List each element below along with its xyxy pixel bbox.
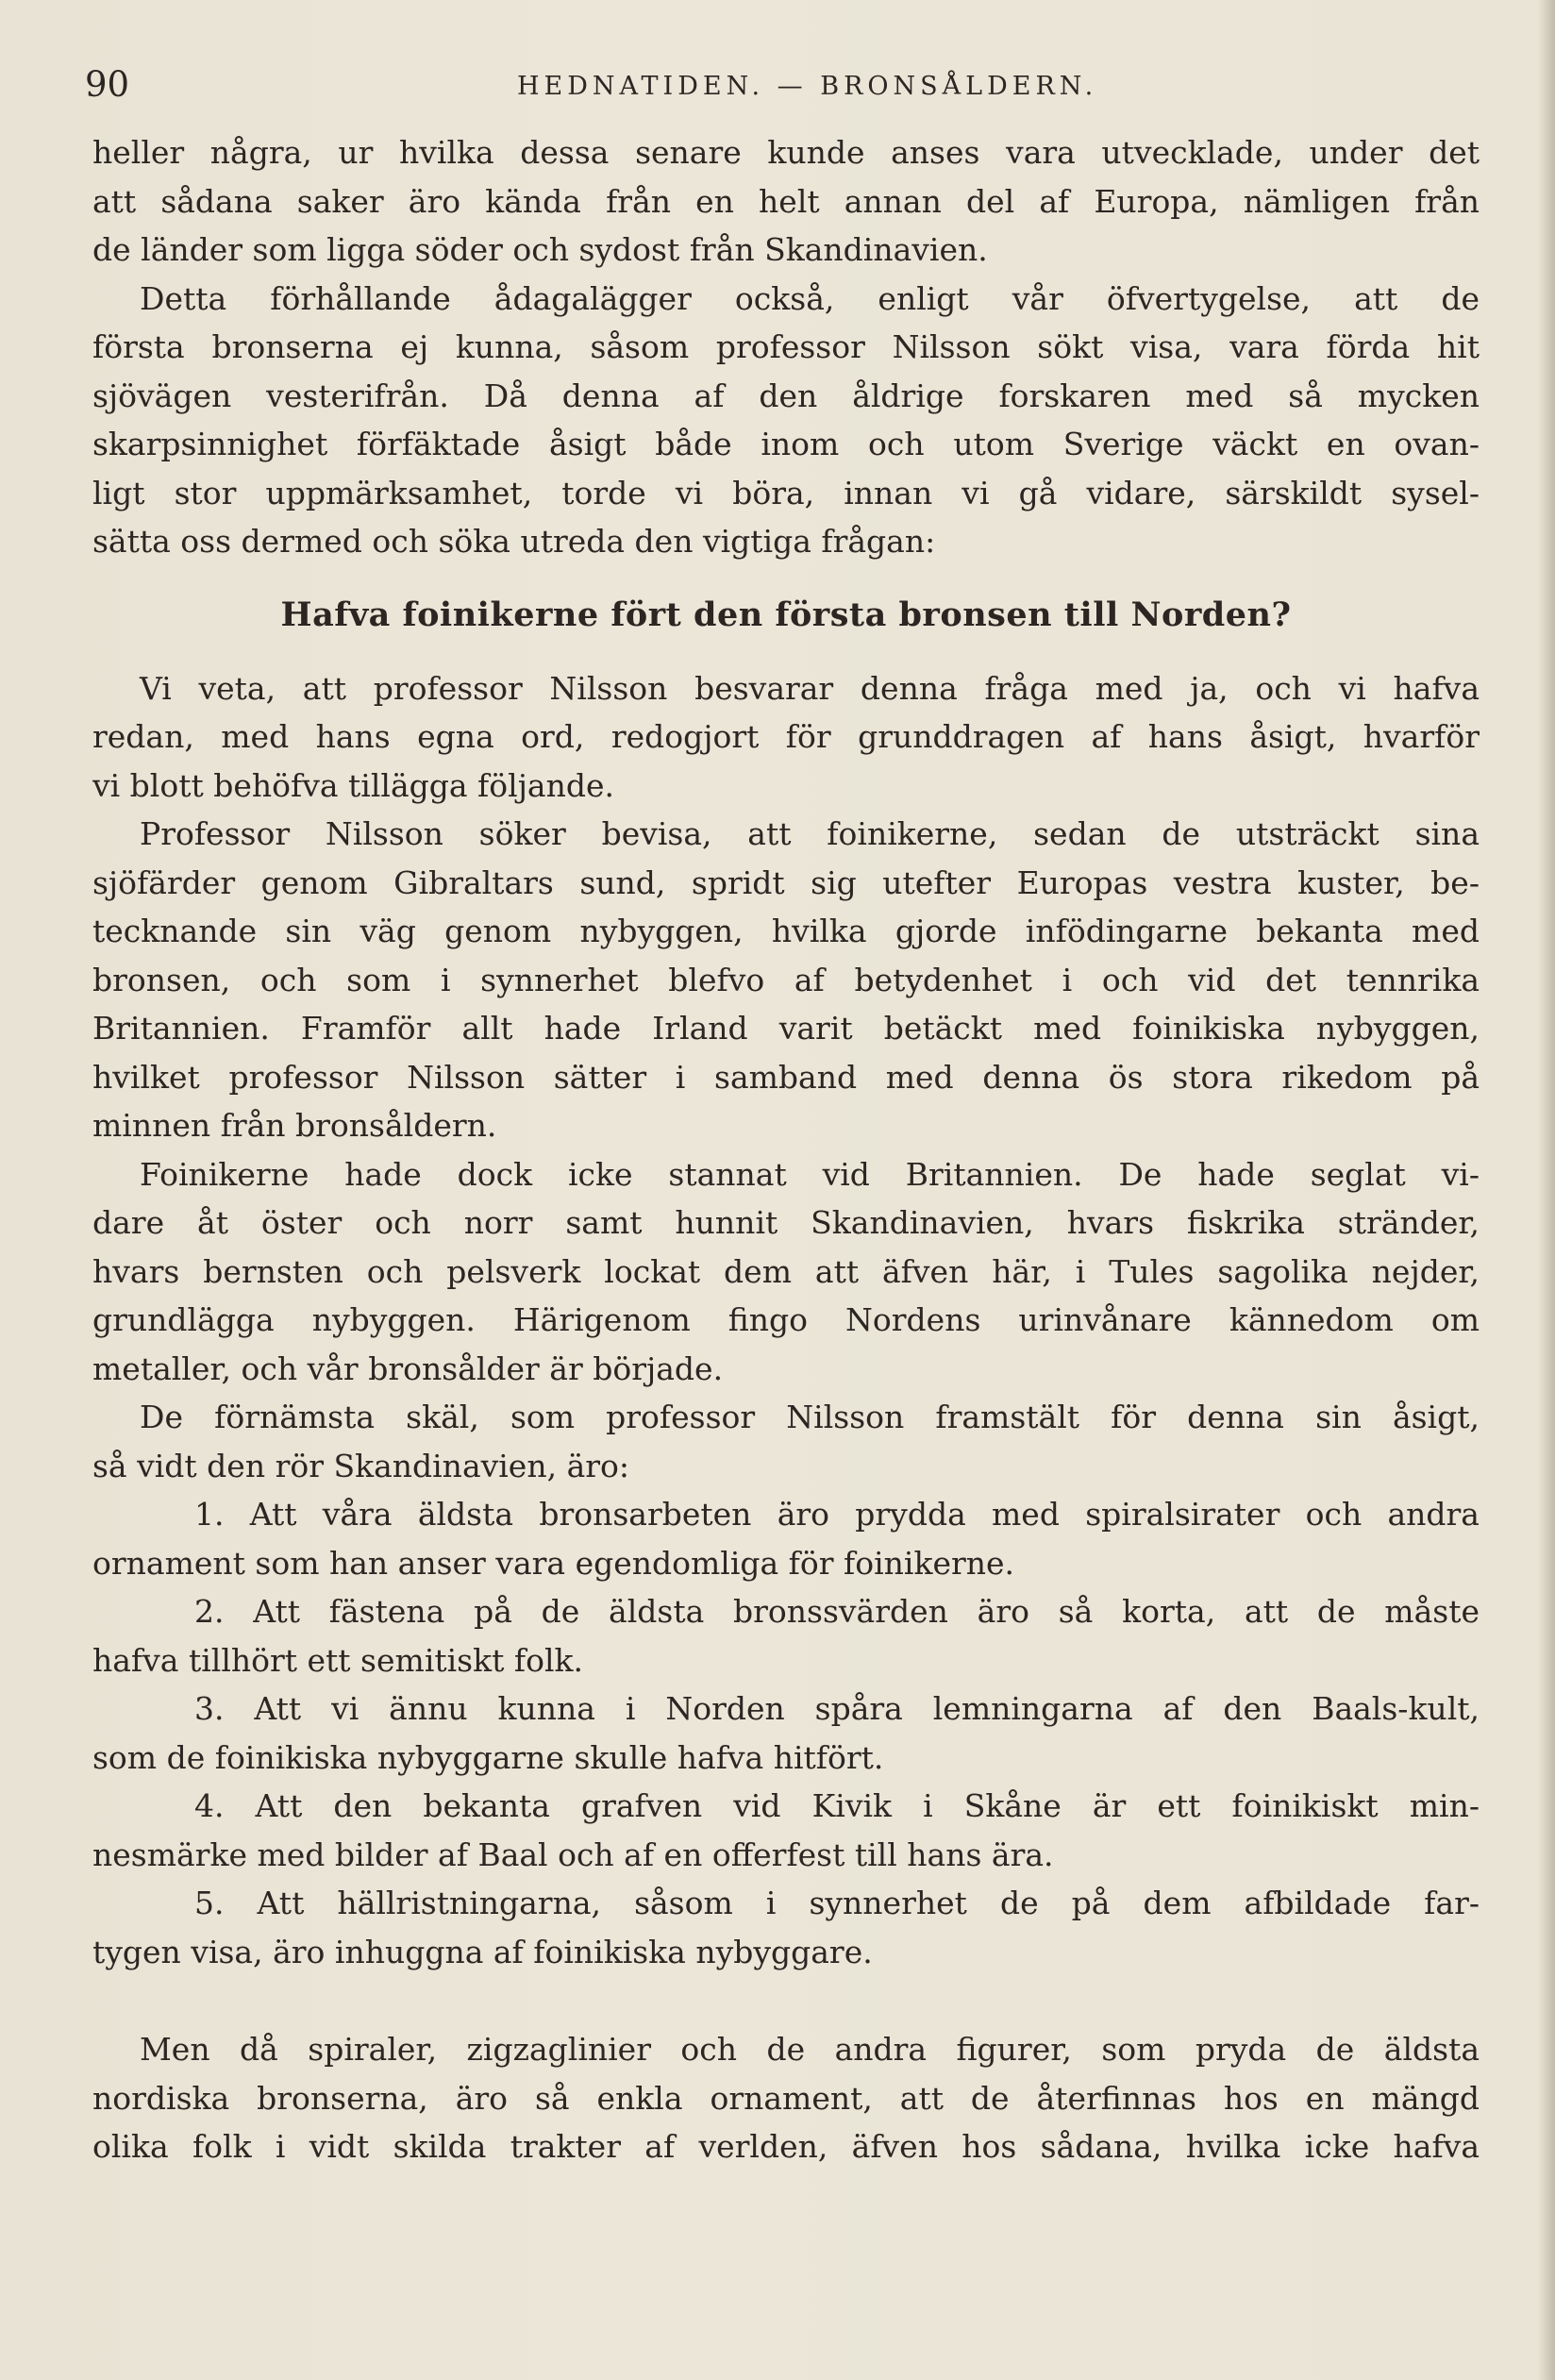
text-line: sjövägen vesterifrån. Då denna af den åldrige forskaren med så mycken <box>92 377 1480 414</box>
text-line: så vidt den rör Skandinavien, äro: <box>92 1447 630 1484</box>
text-line: Professor Nilsson söker bevisa, att foinikerne, sedan de utsträckt sina <box>140 815 1480 852</box>
text-line: minnen från bronsåldern. <box>92 1107 497 1144</box>
text-line: tygen visa, äro inhuggna af foinikiska nybyggare. <box>92 1933 873 1970</box>
list-item: 2. Att fästena på de äldsta bronssvärden äro så korta, att de måste <box>194 1593 1480 1630</box>
text-line: som de foinikiska nybyggarne skulle hafva hitfört. <box>92 1738 884 1776</box>
text-line: första bronserna ej kunna, såsom professor Nilsson sökt visa, vara förda hit <box>92 328 1480 365</box>
text-line: ligt stor uppmärksamhet, torde vi böra, innan vi gå vidare, särskildt sysel- <box>92 474 1480 511</box>
text-line: olika folk i vidt skilda trakter af verlden, äfven hos sådana, hvilka icke hafva <box>92 2128 1480 2165</box>
text-line: hvilket professor Nilsson sätter i samband med denna ös stora rikedom på <box>92 1058 1480 1096</box>
text-line: hafva tillhört ett semitiskt folk. <box>92 1641 583 1679</box>
text-line: Foinikerne hade dock icke stannat vid Britannien. De hade seglat vi- <box>140 1155 1480 1193</box>
list-item: 5. Att hällristningarna, såsom i synnerhet de på dem afbildade far- <box>194 1885 1480 1921</box>
text-line: nordiska bronserna, äro så enkla ornament, att de återfinnas hos en mängd <box>92 2079 1480 2117</box>
text-line: grundlägga nybyggen. Härigenom fingo Nordens urinvånare kännedom om <box>92 1301 1480 1338</box>
text-line: nesmärke med bilder af Baal och af en offerfest till hans ära. <box>92 1835 1054 1873</box>
running-head <box>85 59 1481 111</box>
text-line: redan, med hans egna ord, redogjort för grunddragen af hans åsigt, hvarför <box>92 718 1480 755</box>
text-line: ornament som han anser vara egendomliga för foinikerne. <box>92 1544 1015 1582</box>
text-line: Men då spiraler, zigzaglinier och de andra figurer, som pryda de äldsta <box>140 2031 1480 2068</box>
text-line: dare åt öster och norr samt hunnit Skandinavien, hvars fiskrika stränder, <box>92 1204 1480 1241</box>
text-line: tecknande sin väg genom nybyggen, hvilka gjorde infödingarne bekanta med <box>92 913 1480 949</box>
running-title: HEDNATIDEN. — BRONSÅLDERN. <box>517 72 1098 101</box>
list-item: 3. Att vi ännu kunna i Norden spåra lemningarna af den Baals-kult, <box>194 1690 1480 1727</box>
text-line: metaller, och vår bronsålder är började. <box>92 1349 724 1387</box>
text-line: heller några, ur hvilka dessa senare kunde anses vara utvecklade, under det <box>92 134 1480 171</box>
page-edge-shadow <box>1538 0 1555 2380</box>
text-line: sätta oss dermed och söka utreda den vigtiga frågan: <box>92 523 936 560</box>
text-line: bronsen, och som i synnerhet blefvo af betydenhet i och vid det tennrika <box>92 961 1480 998</box>
paragraph-gap <box>92 1976 1480 2025</box>
text-line: att sådana saker äro kända från en helt annan del af Europa, nämligen från <box>92 182 1480 220</box>
text-line: de länder som ligga söder och sydost från Skandinavien. <box>92 231 988 268</box>
text-line: Detta förhållande ådagalägger också, enligt vår öfvertygelse, att de <box>140 279 1480 317</box>
text-line: sjöfärder genom Gibraltars sund, spridt sig utefter Europas vestra kuster, be- <box>92 863 1480 901</box>
text-line: vi blott behöfva tillägga följande. <box>92 766 614 804</box>
body-text <box>92 128 1480 2171</box>
text-line: Britannien. Framför allt hade Irland varit betäckt med foinikiska nybyggen, <box>92 1010 1480 1047</box>
list-item: 1. Att våra äldsta bronsarbeten äro prydda med spiralsirater och andra <box>194 1496 1480 1533</box>
page-number: 90 <box>85 64 130 105</box>
text-line: Vi veta, att professor Nilsson besvarar denna fråga med ja, och vi hafva <box>140 669 1480 707</box>
text-line: skarpsinnighet förfäktade åsigt både inom och utom Sverige väckt en ovan- <box>92 426 1480 462</box>
section-heading: Hafva foinikerne fört den första bronsen till Norden? <box>280 595 1292 634</box>
text-line: De förnämsta skäl, som professor Nilsson framstält för denna sin åsigt, <box>140 1399 1480 1435</box>
list-item: 4. Att den bekanta grafven vid Kivik i Skåne är ett foinikiskt min- <box>194 1787 1480 1824</box>
text-line: hvars bernsten och pelsverk lockat dem att äfven här, i Tules sagolika nejder, <box>92 1252 1480 1290</box>
